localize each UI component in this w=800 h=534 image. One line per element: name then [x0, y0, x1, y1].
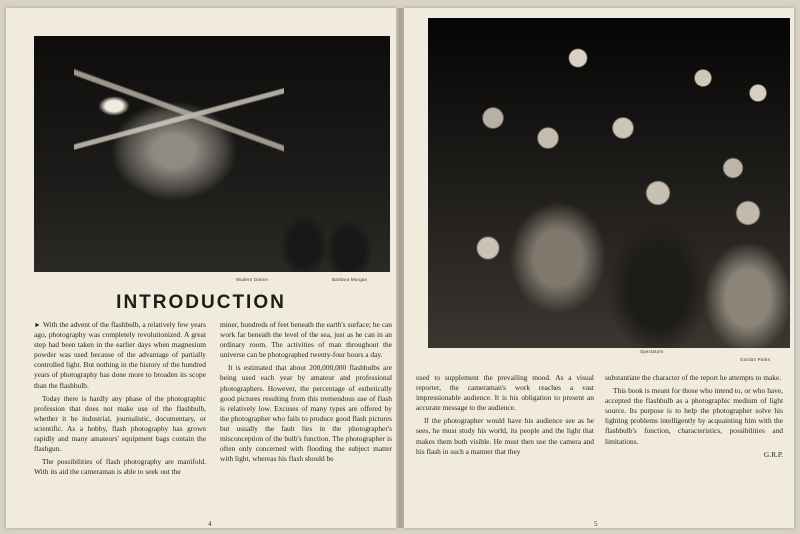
- dancer-figure: [74, 66, 284, 186]
- photo-caption-credit: Gordon Parks: [740, 357, 771, 362]
- modern-dance-photo: [34, 36, 390, 272]
- signature: G.R.P.: [763, 449, 783, 459]
- page-title: INTRODUCTION: [116, 292, 286, 313]
- photo-caption-title: Spectators: [640, 349, 664, 354]
- left-column-2: [220, 320, 392, 467]
- photo-caption-credit: Barbara Morgan: [332, 277, 368, 282]
- photo-caption-title: Modern Dance: [236, 277, 268, 282]
- paragraph: This book is meant for those who intend to, or who have, accepted the flashbulb as a photographic medium of light source. Its purpose is to help the photographer solve his lighting problems intelligently by acquainting him with the flashbulb's function, characteristics, possibilities and limitations.: [605, 386, 783, 446]
- paragraph: If the photographer would have his audience see as he sees, he must study his world, its people and the light that makes them both visible. He must then use the camera and his flash in such a manner that they: [416, 416, 594, 456]
- paragraph: Today there is hardly any phase of the photographic profession that does not make use of the flashbulb, whether it be industrial, journalistic, documentary, or scientific. As a hobby, flash photography has grown rapidly and many amateurs' equipment bags contain the flashgun.: [34, 393, 206, 454]
- left-page: [6, 8, 396, 528]
- paragraph: The possibilities of flash photography are manifold. With its aid the cameraman is able to seek out the: [34, 457, 206, 477]
- paragraph: ► With the advent of the flashbulb, a relatively few years ago, photography was completely revolutionized. A great step had been taken in the earlier days when magnesium powder was used because of the advantage of partially controlled light. But nothing in the history of the hundred years of photography has done more to broaden its scope than the flashbulb.: [34, 320, 206, 390]
- paragraph: substantiate the character of the report he attempts to make.: [605, 373, 782, 382]
- paragraph: miner, hundreds of feet beneath the earth's surface; he can work far beneath the level of the sea, just as he can in an ordinary room. The activities of man throughout the universe can be photographed twenty-four hours a day.: [220, 320, 392, 360]
- book-gutter: [396, 8, 404, 528]
- page-number-left: 4: [208, 520, 212, 528]
- spectators-photo: [428, 18, 790, 348]
- arrow-icon: ►: [34, 321, 41, 329]
- left-column-1: [34, 320, 206, 480]
- paragraph: It is estimated that about 200,000,000 flashbulbs are being used each year by amateur and professional photographers. However, the percentage of esthetically good pictures resulting from this tremendous use of flash is relatively low. Excuses of many types are offered by the photographer who fails to produce good flash pictures but usually the fault lies in the photographer's misconception of the bulb's function. The photographer is often only concerned with flooding the subject matter with light, whereas his flash should be: [220, 363, 392, 464]
- right-page: [404, 8, 794, 528]
- right-column-2: [605, 373, 783, 463]
- page-number-right: 5: [594, 520, 598, 528]
- paragraph: used to supplement the prevailing mood. As a visual reporter, the cameraman's work reaches a vast impressionable audience. It is his obligation to present an accurate message to the audience.: [416, 373, 594, 413]
- right-column-1: [416, 373, 594, 460]
